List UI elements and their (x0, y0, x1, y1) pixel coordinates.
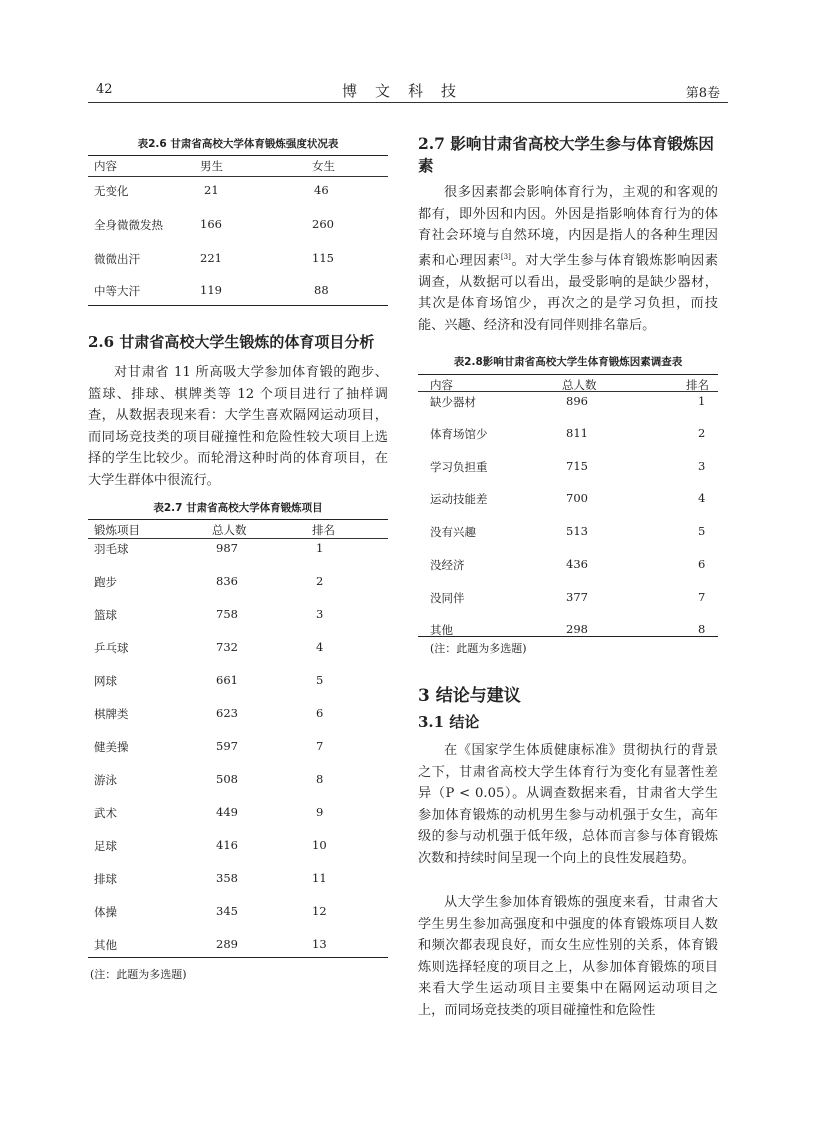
table-cell: 全身微微发热 (94, 218, 163, 232)
table-cell: 119 (200, 283, 222, 297)
table-cell: 345 (216, 904, 238, 918)
table-2-6-caption: 表2.6 甘肃省高校大学体育锻炼强度状况表 (137, 138, 339, 150)
table-cell: 跑步 (94, 575, 117, 589)
table-cell: 缺少器材 (430, 395, 476, 409)
table-cell: 221 (200, 251, 222, 265)
table-cell: 449 (216, 805, 238, 819)
table-cell: 46 (314, 183, 329, 197)
volume-label: 第8卷 (685, 86, 720, 101)
table-cell: 没有兴趣 (430, 525, 476, 539)
table-header-cell: 内容 (94, 159, 117, 173)
section-heading-line: 素 (418, 156, 434, 175)
table-cell: 4 (698, 491, 706, 505)
table-cell: 715 (566, 459, 588, 473)
table-cell: 987 (216, 541, 238, 555)
table-cell: 武术 (94, 806, 117, 820)
body-paragraph: 从大学生参加体育锻炼的强度来看，甘肃省大学生男生参加高强度和中强度的体育锻炼项目人数和频次都表现良好，而女生应性别的关系，体育锻炼则选择轻度的项目之上，从参加体育锻炼的项目来看大学生运动项目主要集中在隔网运动项目之上，而同场竞技类的项目碰撞性和危险性 (418, 895, 718, 1018)
table-cell: 无变化 (94, 184, 129, 198)
table-cell: 9 (316, 805, 324, 819)
table-cell: 298 (566, 622, 588, 636)
table-cell: 597 (216, 739, 238, 753)
citation-marker: [3] (500, 252, 511, 261)
table-cell: 8 (316, 772, 324, 786)
table-cell: 358 (216, 871, 238, 885)
table-cell: 没同伴 (430, 591, 465, 605)
table-cell: 166 (200, 217, 222, 231)
table-2-8-caption: 表2.8影响甘肃省高校大学生体育锻炼因素调查表 (453, 356, 683, 368)
table-header-cell: 总人数 (562, 378, 597, 392)
table-header-cell: 内容 (430, 378, 453, 392)
table-cell: 758 (216, 607, 238, 621)
table-cell: 健美操 (94, 740, 129, 754)
table-cell: 836 (216, 574, 238, 588)
table-cell: 8 (698, 622, 706, 636)
table-cell: 88 (314, 283, 329, 297)
section-heading-line: 2.7 影响甘肃省高校大学生参与体育锻炼因 (418, 134, 714, 153)
table-cell: 5 (698, 524, 706, 538)
table-cell: 没经济 (430, 558, 465, 572)
subsection-heading: 3.1 结论 (418, 713, 480, 731)
table-top-rule (88, 155, 388, 156)
table-cell: 足球 (94, 839, 117, 853)
table-bottom-rule (418, 636, 718, 637)
table-cell: 416 (216, 838, 238, 852)
table-note: (注：此题为多选题) (430, 642, 527, 655)
table-2-7-caption: 表2.7 甘肃省高校大学体育锻炼项目 (153, 502, 323, 514)
table-header-rule (418, 391, 718, 392)
table-cell: 10 (312, 838, 327, 852)
table-top-rule (88, 519, 388, 520)
table-cell: 513 (566, 524, 588, 538)
table-cell: 体操 (94, 905, 117, 919)
table-cell: 508 (216, 772, 238, 786)
journal-title: 博文科技 (341, 82, 474, 100)
table-header-rule (88, 538, 388, 539)
table-cell: 微微出汗 (94, 252, 140, 266)
table-cell: 700 (566, 491, 588, 505)
table-cell: 3 (698, 459, 706, 473)
table-cell: 篮球 (94, 608, 117, 622)
table-cell: 运动技能差 (430, 492, 488, 506)
paragraph-text: 很多因素都会影响体育行为，主观的和客观的都有，即外因和内因。外因是指影响体育行为的体育社会环境与自然环境，内因是指人的各种生理因素和心理因素 (418, 185, 718, 269)
table-cell: 其他 (430, 623, 453, 637)
page-number: 42 (96, 82, 113, 97)
table-note: (注：此题为多选题) (90, 968, 187, 981)
table-cell: 436 (566, 557, 588, 571)
table-cell: 学习负担重 (430, 460, 488, 474)
page-header (88, 80, 728, 103)
section-heading: 2.6 甘肃省高校大学生锻炼的体育项目分析 (88, 333, 375, 351)
table-cell: 其他 (94, 938, 117, 952)
table-cell: 11 (312, 871, 327, 885)
table-header-cell: 排名 (312, 523, 335, 537)
table-cell: 623 (216, 706, 238, 720)
table-cell: 4 (316, 640, 324, 654)
paragraph-text: 。对大学生参与体育锻炼影响因素调查，从数据可以看出，最受影响的是缺少器材，其次是体育场馆少，再次之的是学习负担，而技能、兴趣、经济和没有同伴则排名靠后。 (418, 253, 719, 333)
table-cell: 排球 (94, 872, 117, 886)
table-cell: 661 (216, 673, 238, 687)
body-paragraph (418, 182, 718, 337)
table-cell: 游泳 (94, 773, 117, 787)
chapter-heading: 3 结论与建议 (418, 686, 521, 706)
table-header-cell: 女生 (312, 159, 335, 173)
table-cell: 2 (316, 574, 324, 588)
table-cell: 6 (316, 706, 324, 720)
table-cell: 260 (312, 217, 334, 231)
table-cell: 5 (316, 673, 324, 687)
table-2-8 (418, 374, 718, 638)
table-cell: 1 (698, 394, 706, 408)
table-cell: 732 (216, 640, 238, 654)
table-top-rule (418, 374, 718, 375)
table-cell: 3 (316, 607, 324, 621)
table-cell: 中等大汗 (94, 284, 140, 298)
table-cell: 乒乓球 (94, 641, 129, 655)
body-paragraph: 在《国家学生体质健康标准》贯彻执行的背景之下，甘肃省高校大学生体育行为变化有显著性差异（P < 0.05）。从调查数据来看，甘肃省大学生参加体育锻炼的动机男生参与动机强于女生，高年级的参与动机强于低年级，总体而言参与体育锻炼次数和持续时间呈现一个向上的良性发展趋势。 (418, 743, 718, 866)
table-cell: 12 (312, 904, 327, 918)
table-2-7 (88, 519, 388, 959)
table-cell: 体育场馆少 (430, 427, 488, 441)
table-cell: 2 (698, 426, 706, 440)
table-cell: 棋牌类 (94, 707, 129, 721)
table-cell: 896 (566, 394, 588, 408)
table-header-cell: 排名 (686, 378, 709, 392)
table-cell: 115 (312, 251, 334, 265)
table-cell: 377 (566, 590, 588, 604)
table-header-cell: 锻炼项目 (94, 523, 140, 537)
section-heading (418, 133, 718, 177)
table-cell: 6 (698, 557, 706, 571)
table-bottom-rule (88, 305, 388, 306)
table-header-cell: 总人数 (212, 523, 247, 537)
table-header-cell: 男生 (200, 159, 223, 173)
table-cell: 289 (216, 937, 238, 951)
table-cell: 1 (316, 541, 324, 555)
body-paragraph: 对甘肃省 11 所高吸大学参加体育锻的跑步、篮球、排球、棋牌类等 12 个项目进行了抽样调查，从数据表现来看：大学生喜欢隔网运动项目，而同场竞技类的项目碰撞性和危险性较大项目上选择的学生比较少。而轮滑这种时尚的体育项目，在大学生群体中很流行。 (88, 365, 388, 488)
table-2-6 (88, 155, 388, 305)
table-bottom-rule (88, 957, 388, 958)
table-cell: 网球 (94, 674, 117, 688)
table-header-rule (88, 176, 388, 177)
table-cell: 7 (316, 739, 324, 753)
table-cell: 羽毛球 (94, 542, 129, 556)
table-cell: 13 (312, 937, 327, 951)
table-cell: 811 (566, 426, 588, 440)
table-cell: 21 (204, 183, 219, 197)
table-cell: 7 (698, 590, 706, 604)
